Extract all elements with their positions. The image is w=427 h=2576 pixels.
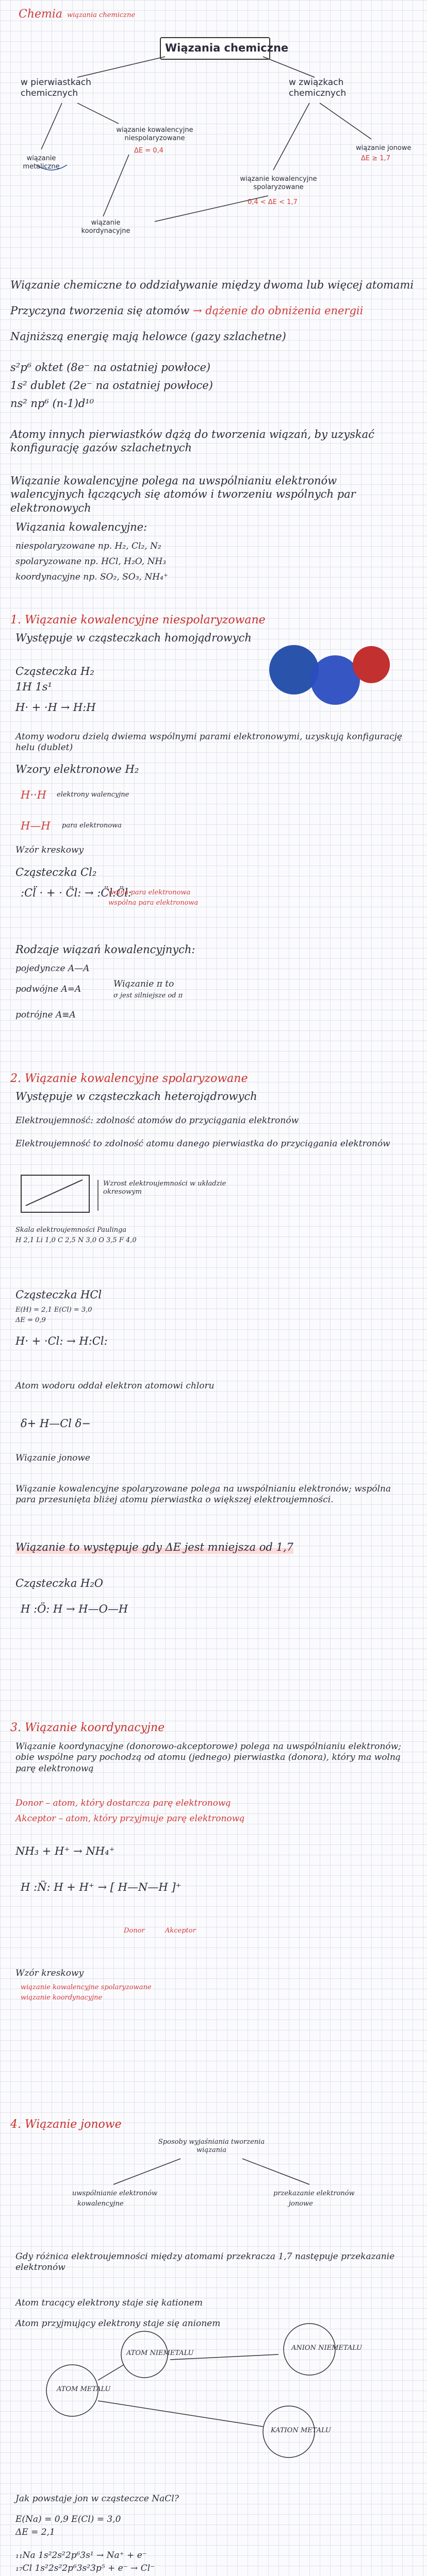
kation-label: KATION METALU [271, 2427, 331, 2434]
mindmap-left-mid: wiązanie kowalencyjne niespolaryzowane [116, 126, 193, 143]
tree-left2: kowalencyjne [77, 2200, 124, 2208]
section2-line2: Elektroujemność to zdolność atomu danego pierwiastka do przyciągania elektronów [15, 1139, 390, 1149]
section2-line1: Elektroujemność: zdolność atomów do przyciągania elektronów [15, 1115, 299, 1126]
mindmap-center: Wiązania chemiczne [165, 42, 289, 54]
hcl-note: Atom wodoru oddał elektron atomowi chloru [15, 1381, 215, 1391]
wiaz: Wzór kreskowy [15, 845, 84, 855]
nonmetal-atom: ATOM NIEMETALU [126, 2349, 194, 2357]
hcl-title: Cząsteczka HCl [15, 1289, 102, 1301]
h-conf: 1H 1s¹ [15, 681, 52, 693]
kow-ex2: spolaryzowane np. HCl, H₂O, NH₃ [15, 556, 167, 567]
page-subtitle: wiązania chemiczne [67, 11, 136, 19]
section3-title: 3. Wiązanie koordynacyjne [10, 1721, 165, 1734]
bond-double: podwójne A=A [15, 984, 81, 994]
page-title: Chemia [19, 8, 63, 21]
nh4-ex2: wiązanie koordynacyjne [21, 1994, 103, 2002]
oktet-2: 1s² dublet (2e⁻ na ostatniej powłoce) [10, 379, 213, 392]
mindmap-right-mid-val: 0,4 < ΔE < 1,7 [248, 198, 298, 206]
mindmap-right-mid: wiązanie kowalencyjne spolaryzowane [240, 175, 317, 192]
nh4-ex-title: Wzór kreskowy [15, 1968, 84, 1978]
hcl-polar: δ+ H—Cl δ− [21, 1417, 91, 1430]
nacl-title: Jak powstaje jon w cząsteczce NaCl? [15, 2494, 179, 2504]
intro-p2: Przyczyna tworzenia się atomów → dążenie do obniżenia energii [10, 304, 364, 317]
nh4-equation: NH₃ + H⁺ → NH₄⁺ [15, 1845, 115, 1857]
anion-label: ANION NIEMETALU [291, 2344, 363, 2352]
bond-triple: potrójne A≡A [15, 1010, 76, 1020]
arrow-note: Wzrost elektroujemności w układzie okresowym [103, 1180, 226, 1196]
nacl-3: ₁₁Na 1s²2s²2p⁶3s¹ → Na⁺ + e⁻ [15, 2550, 147, 2561]
scale-vals: H 2,1 Li 1,0 C 2,5 N 3,0 O 3,5 F 4,0 [15, 1236, 137, 1244]
mindmap-left-mid-val: ΔE = 0,4 [134, 147, 163, 155]
section4-p2: Atom tracący elektrony staje się kationem [15, 2298, 203, 2308]
acceptor-def: Akceptor – atom, który przyjmuje parę elektronową [15, 1814, 245, 1824]
h2o-title: Cząsteczka H₂O [15, 1577, 103, 1589]
lewis-b: H—H [21, 820, 51, 832]
mindmap-bottom: wiązanie koordynacyjne [81, 219, 130, 235]
section1-sub: Występuje w cząsteczkach homojądrowych [15, 632, 252, 644]
mindmap-right-low: wiązanie jonowe [356, 144, 412, 152]
bond-single: pojedyncze A—A [15, 963, 90, 974]
tree-right1: przekazanie elektronów [273, 2190, 355, 2197]
hcl-dots: H· + ·Cl: → H:Cl: [15, 1335, 108, 1347]
scale-title: Skala elektroujemności Paulinga [15, 1226, 127, 1234]
nh4-ex1: wiązanie kowalencyjne spolaryzowane [21, 1984, 152, 1991]
acceptor-label: Akceptor [165, 1927, 196, 1935]
section2-sub: Występuje w cząsteczkach heterojądrowych [15, 1090, 257, 1103]
kow-title: Wiązania kowalencyjne: [15, 521, 147, 533]
lewis-title: Wzory elektronowe H₂ [15, 763, 139, 775]
lewis-a-note: elektrony walencyjne [57, 791, 129, 799]
nh3-structure: H :N̈: H + H⁺ → [ H—N—H ]⁺ [21, 1881, 182, 1893]
mindmap-right-low-val: ΔE ≥ 1,7 [361, 155, 390, 162]
section2-desc2: Wiązanie kowalencyjne spolaryzowane polega na uwspólnianiu elektronów; wspólna para przesunięta bliżej atomu pierwiastka o większej elektroujemności. [15, 1484, 391, 1505]
mindmap-right-top: w związkach chemicznych [289, 77, 347, 99]
nacl-2: ΔE = 2,1 [15, 2527, 55, 2537]
bond-sigma2: σ jest silniejsze od π [113, 992, 183, 999]
mindmap-left-top: w pierwiastkach chemicznych [21, 77, 91, 99]
nacl-1: E(Na) = 0,9 E(Cl) = 3,0 [15, 2514, 121, 2524]
intro-p1: Wiązanie chemiczne to oddziaływanie między dwoma lub więcej atomami [10, 279, 414, 291]
donor-label: Donor [124, 1927, 145, 1935]
tree-left1: uwspólnianie elektronów [72, 2190, 158, 2197]
donor-def: Donor – atom, który dostarcza parę elektronową [15, 1798, 231, 1808]
section4-spec: Sposoby wyjaśniania tworzenia wiązania [158, 2138, 265, 2155]
cl2-formula: :Cl̈ · + · C̈l: → :C̈l:C̈l: [21, 887, 132, 899]
section4-p1: Gdy różnica elektroujemności między atomami przekracza 1,7 następuje przekazanie elektronów [15, 2251, 395, 2273]
cl-note1: wolna para elektronowa [108, 889, 191, 896]
bonds-title: Rodzaje wiązań kowalencyjnych: [15, 943, 195, 956]
h2-title: Cząsteczka H₂ [15, 665, 94, 677]
cl2-title: Cząsteczka Cl₂ [15, 866, 97, 878]
section3-p1: Wiązanie koordynacyjne (donorowo-akceptorowe) polega na uwspólnianiu elektronów; obie wspólne pary pochodzą od atomu (jednego) pierwiastka (donora), który ma wolną parę elektronową [15, 1741, 401, 1774]
lewis-b-note: para elektronowa [62, 822, 122, 829]
kow-ex1: niespolaryzowane np. H₂, Cl₂, N₂ [15, 541, 161, 551]
section1-title: 1. Wiązanie kowalencyjne niespolaryzowane [10, 614, 266, 626]
kow-def: Wiązanie kowalencyjne polega na uwspólnianiu elektronów walencyjnych łączących się atomów i tworzeniu wspólnych par elektronowych [10, 474, 356, 514]
h2-desc: Atomy wodoru dzielą dwiema wspólnymi parami elektronowymi, uzyskują konfigurację helu (dublet) [15, 732, 402, 753]
lewis-a: H··H [21, 789, 46, 801]
para-title: Wiązanie jonowe [15, 1453, 90, 1463]
metal-atom: ATOM METALU [57, 2385, 111, 2393]
nacl-4: ₁₇Cl 1s²2s²2p⁶3s²3p⁵ + e⁻ → Cl⁻ [15, 2563, 155, 2573]
oktet-1: s²p⁶ oktet (8e⁻ na ostatniej powłoce) [10, 361, 211, 374]
section2-highlight: Wiązanie to występuje gdy ΔE jest mniejsza od 1,7 [15, 1541, 293, 1553]
section2-title: 2. Wiązanie kowalencyjne spolaryzowane [10, 1072, 248, 1085]
hcl-line1: E(H) = 2,1 E(Cl) = 3,0 [15, 1306, 92, 1314]
h2o-formula: H :Ö: H → H—O—H [21, 1603, 128, 1615]
bond-sigma: Wiązanie π to [113, 979, 174, 989]
atoms-note: Atomy innych pierwiastków dążą do tworzenia wiązań, by uzyskać konfigurację gazów szlachetnych [10, 428, 374, 454]
cl-note2: wspólna para elektronowa [108, 899, 199, 907]
section4-title: 4. Wiązanie jonowe [10, 2118, 122, 2131]
tree-right2: jonowe [289, 2200, 313, 2208]
h-dots: H· + ·H → H:H [15, 701, 96, 714]
intro-p3: Najniższą energię mają helowce (gazy szlachetne) [10, 330, 286, 343]
oktet-3: ns² np⁶ (n-1)d¹⁰ [10, 397, 94, 410]
section4-p3: Atom przyjmujący elektrony staje się anionem [15, 2318, 221, 2329]
hcl-line2: ΔE = 0,9 [15, 1316, 46, 1324]
kow-ex3: koordynacyjne np. SO₂, SO₃, NH₄⁺ [15, 572, 168, 582]
mindmap-left-low: wiązanie metaliczne [23, 155, 60, 171]
